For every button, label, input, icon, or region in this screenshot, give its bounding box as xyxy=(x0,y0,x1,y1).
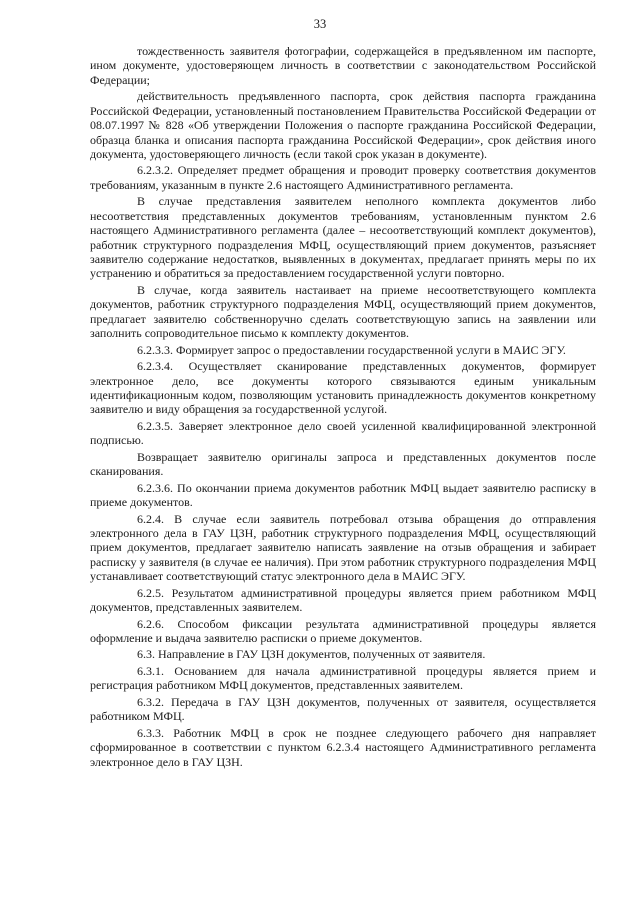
paragraph: 6.2.3.5. Заверяет электронное дело своей усиленной квалифицированной электронной подписью. xyxy=(90,418,596,448)
paragraph: Возвращает заявителю оригиналы запроса и представленных документов после сканирования. xyxy=(90,449,596,479)
paragraph: 6.2.3.4. Осуществляет сканирование представленных документов, формирует электронное дело, все документы которого связываются единым уникальным идентификационным кодом, позволяющим установить принадлежность документов конкретному заявителю и виду обращения за государственной услугой. xyxy=(90,359,596,417)
paragraph: В случае, когда заявитель настаивает на приеме несоответствующего комплекта документов, работник структурного подразделения МФЦ, осуществляющий прием документов, предлагает заявителю собственноручно сделать соответствующую запись на заявлении или заполнить сопроводительное письмо к комплекту документов. xyxy=(90,282,596,341)
paragraph: 6.3. Направление в ГАУ ЦЗН документов, полученных от заявителя. xyxy=(137,647,486,662)
paragraph: 6.2.5. Результатом административной процедуры является прием работником МФЦ документов, представленных заявителем. xyxy=(90,585,596,615)
paragraph: 6.2.3.3. Формирует запрос о предоставлении государственной услуги в МАИС ЭГУ. xyxy=(137,342,566,357)
page-number: 33 xyxy=(313,17,327,31)
paragraph: 6.3.1. Основанием для начала административной процедуры является прием и регистрация работником МФЦ документов, представленных заявителем. xyxy=(90,663,596,693)
paragraph: 6.3.3. Работник МФЦ в срок не позднее следующего рабочего дня направляет сформированное в соответствии с пунктом 6.2.3.4 настоящего Административного регламента электронное дело в ГАУ ЦЗН. xyxy=(90,725,596,769)
paragraph: 6.3.2. Передача в ГАУ ЦЗН документов, полученных от заявителя, осуществляется работником МФЦ. xyxy=(90,694,596,724)
paragraph: 6.2.3.2. Определяет предмет обращения и проводит проверку соответствия документов требованиям, указанным в пункте 2.6 настоящего Административного регламента. xyxy=(90,163,596,192)
document-body xyxy=(90,44,596,771)
paragraph: действительность предъявленного паспорта, срок действия паспорта гражданина Российской Федерации, установленный постановлением Правительства Российской Федерации от 08.07.1997 № 828 «Об утверждении Положения о паспорте гражданина Российской Федерации, образца бланка и описания паспорта гражданина Российской Федерации», срок действия иного документа, удостоверяющего личность (если такой срок указан в документе). xyxy=(90,89,596,161)
paragraph: В случае представления заявителем неполного комплекта документов либо несоответствия представленных документов требованиям, установленным пунктом 2.6 настоящего Административного регламента (далее – несоответствующий комплект документов), работник структурного подразделения МФЦ, осуществляющий прием документов, разъясняет заявителю содержание недостатков, выявленных в документах, предлагает принять меры по их устранению и обратиться за предоставлением государственной услуги повторно. xyxy=(90,194,596,281)
paragraph: 6.2.4. В случае если заявитель потребовал отзыва обращения до отправления электронного дела в ГАУ ЦЗН, работник структурного подразделения МФЦ, осуществляющий прием документов, предлагает заявителю написать заявление на отзыв обращения и забирает расписку у заявителя (в случае ее наличия). При этом работник структурного подразделения МФЦ устанавливает соответствующий статус электронного дела в МАИС ЭГУ. xyxy=(90,511,596,584)
paragraph: тождественность заявителя фотографии, содержащейся в предъявленном им паспорте, ином документе, удостоверяющем личность в соответствии с законодательством Российской Федерации; xyxy=(90,44,596,87)
paragraph: 6.2.3.6. По окончании приема документов работник МФЦ выдает заявителю расписку в приеме документов. xyxy=(90,480,596,510)
paragraph: 6.2.6. Способом фиксации результата административной процедуры является оформление и выдача заявителю расписки о приеме документов. xyxy=(90,616,596,645)
